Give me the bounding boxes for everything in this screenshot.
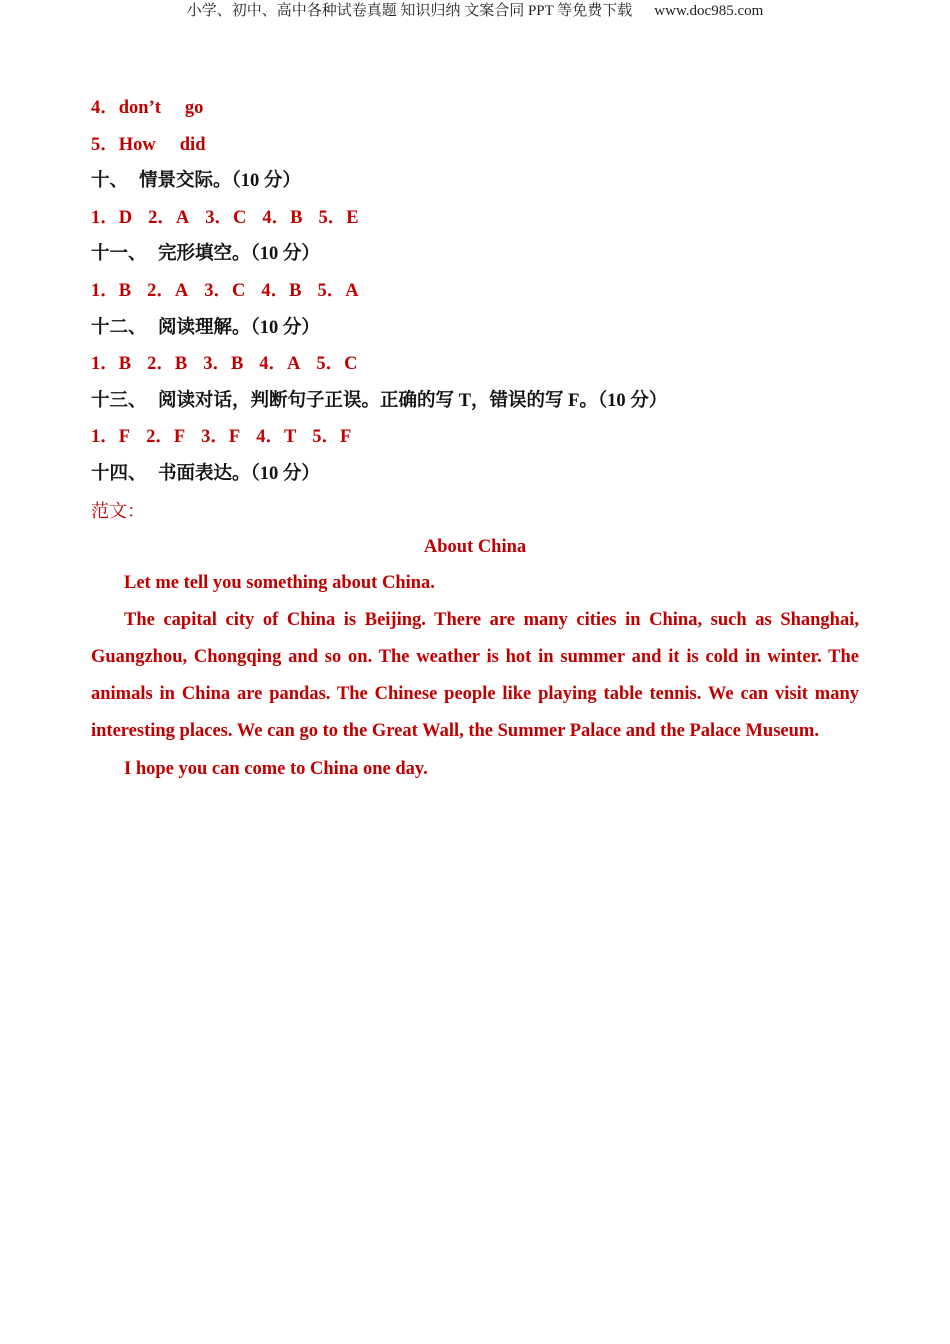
section-title: 阅读对话，判断句子正误。正确的写 T，错误的写 F。（10 分） [158,390,668,411]
answer-item: 5．E [318,207,359,228]
fill-answer-row [91,90,861,127]
answer-item: 4．T [256,427,297,448]
header-text: 小学、初中、高中各种试卷真题 知识归纳 文案合同 PPT 等免费下载 [186,3,633,19]
section-answers [91,419,861,456]
answer-item: 3．C [204,280,246,301]
sample-label: 范文： [91,500,145,521]
fill-answer-number: 5． [91,134,119,155]
section-number: 十一、 [91,244,147,265]
answer-item: 4．B [262,207,303,228]
section-number: 十三、 [91,390,147,411]
answer-item: 1．B [91,280,132,301]
section-title: 阅读理解。（10 分） [158,317,320,338]
answer-item: 1．D [91,207,133,228]
answer-content [91,90,861,788]
section-number: 十四、 [91,463,147,484]
answer-item: 3．B [203,354,244,375]
answer-item: 1．F [91,427,131,448]
essay-paragraph: I hope you can come to China one day. [124,758,428,779]
answer-item: 2．A [147,280,189,301]
section-number: 十、 [91,171,129,192]
fill-answer-word: go [184,98,204,118]
section-answers [91,200,861,237]
section-heading [91,383,861,420]
answer-item: 2．F [146,427,186,448]
section-title: 情景交际。（10 分） [139,171,301,192]
fill-answer-word: don’t [118,98,161,118]
section-heading [91,310,861,347]
answer-item: 4．B [261,280,302,301]
answer-item: 3．F [201,427,241,448]
section-heading [91,456,861,493]
section-answers [91,346,861,383]
essay-body [91,565,859,788]
section-heading [91,236,861,273]
header-site-url: www.doc985.com [654,3,764,19]
fill-answer-row [91,127,861,164]
fill-answer-number: 4． [91,98,119,118]
fill-answer-word: How [118,134,156,155]
answer-item: 5．F [312,427,352,448]
answer-item: 3．C [205,207,247,228]
section-title: 书面表达。（10 分） [158,463,320,484]
answer-item: 4．A [259,354,301,375]
essay-paragraph: The capital city of China is Beijing. There are many cities in China, such as Shanghai, Guangzhou, Chongqing and so on. The weather is hot in summer and it is cold in winter. The animals in China are pandas. The Chinese people like playing table tennis. We can visit many interesting places. We can go to the Great Wall, the Summer Palace and the Palace Museum. [91,609,859,742]
section-number: 十二、 [91,317,147,338]
answer-item: 5．C [316,354,358,375]
answer-item: 2．A [148,207,190,228]
answer-item: 2．B [147,354,188,375]
fill-answer-word: did [179,134,206,155]
section-heading [91,163,861,200]
section-title: 完形填空。（10 分） [158,244,320,265]
page-header [0,0,950,22]
essay-title: About China [423,536,527,557]
answer-item: 1．B [91,354,132,375]
section-answers [91,273,861,310]
answer-item: 5．A [317,280,359,301]
essay-paragraph: Let me tell you something about China. [124,572,435,593]
